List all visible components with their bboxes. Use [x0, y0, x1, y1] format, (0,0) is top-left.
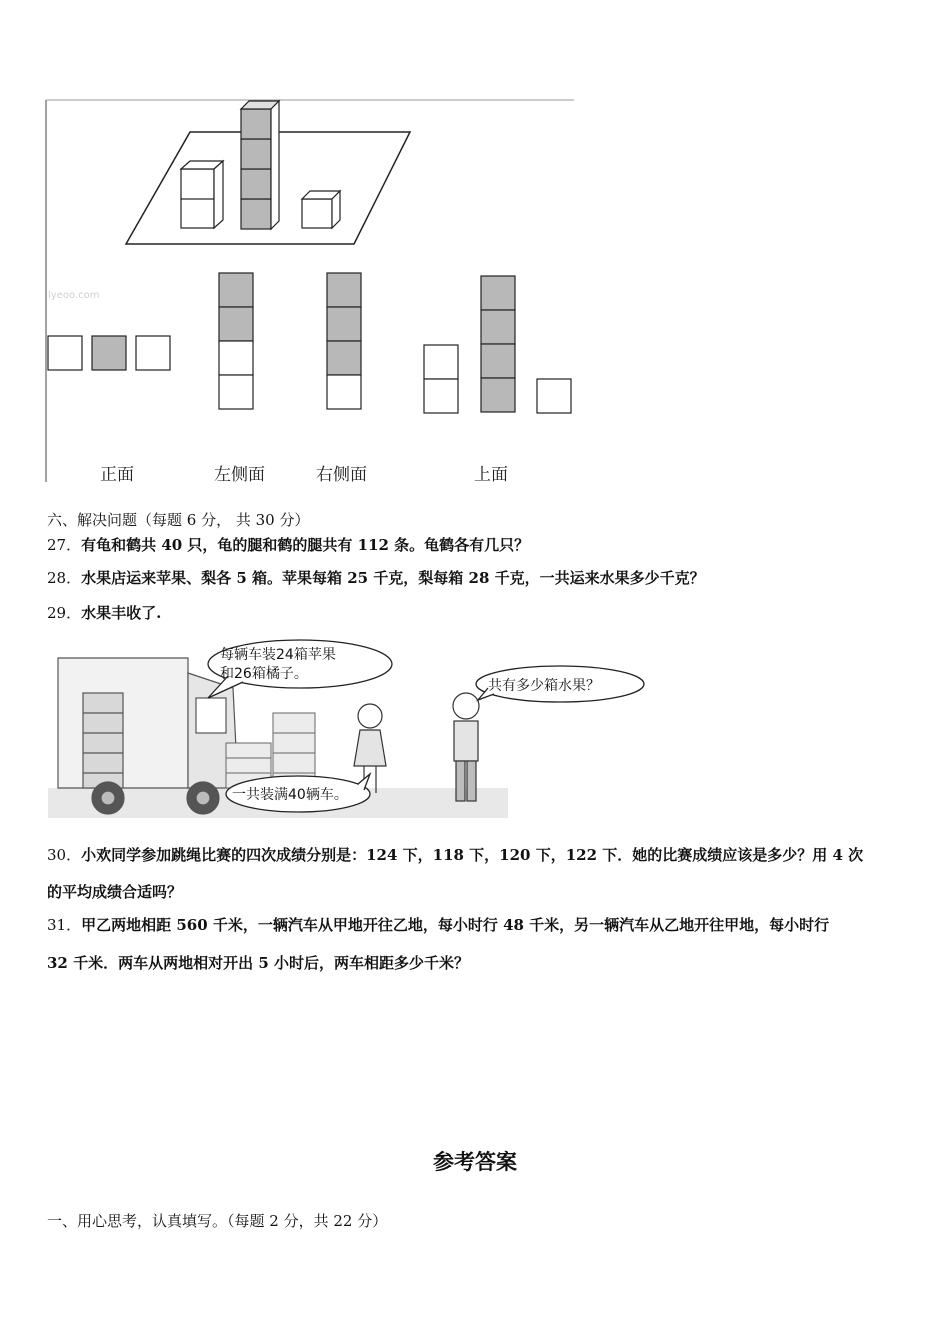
label-right-side: 右侧面: [316, 465, 367, 485]
question-31-cont: 32 千米．两车从两地相对开出 5 小时后，两车相距多少千米？: [47, 954, 469, 972]
question-number: 31．: [47, 916, 82, 934]
section-6-heading: 六、解决问题（每题 6 分， 共 30 分）: [47, 511, 310, 529]
bubble-girl-text: 一共装满40辆车。: [232, 787, 348, 803]
bubble-truck-line2: 和26箱橘子。: [220, 666, 308, 682]
question-30: [47, 845, 863, 865]
right-cube-stack: [302, 191, 340, 228]
left-cube-stack: [181, 161, 223, 228]
label-top: 上面: [474, 465, 508, 485]
fruit-truck-illustration: [48, 638, 648, 824]
bubble-truck-line1: 每辆车装24箱苹果: [220, 647, 336, 663]
cube-views-figure: [44, 98, 576, 484]
question-number: 29．: [47, 604, 82, 622]
question-number: 28．: [47, 569, 82, 587]
question-text: 有龟和鹤共 40 只，龟的腿和鹤的腿共有 112 条。龟鹤各有几只？: [81, 536, 530, 554]
left-side-view: [219, 273, 253, 409]
label-front: 正面: [100, 465, 134, 485]
answers-section-1-heading: 一、用心思考，认真填写。（每题 2 分，共 22 分）: [47, 1212, 388, 1230]
question-text: 水果丰收了.: [81, 604, 162, 622]
bubble-boy-text: 共有多少箱水果？: [488, 678, 600, 694]
question-text: 小欢同学参加跳绳比赛的四次成绩分别是：124 下，118 下，120 下，122 下．她的比赛成绩应该是多少？用 4 次: [81, 846, 864, 864]
front-view: [48, 336, 170, 370]
question-text: 甲乙两地相距 560 千米，一辆汽车从甲地开往乙地，每小时行 48 千米，另一辆汽车从乙地开往甲地，每小时行: [81, 916, 830, 934]
cube-views-drawing: [44, 98, 576, 484]
question-30-cont: 的平均成绩合适吗？: [47, 883, 183, 901]
question-text: 水果店运来苹果、梨各 5 箱。苹果每箱 25 千克，梨每箱 28 千克，一共运来水果多少千克？: [81, 569, 705, 587]
middle-cube-stack: [241, 101, 279, 229]
question-number: 27．: [47, 536, 82, 554]
top-view: [424, 276, 571, 413]
question-29: [47, 603, 161, 623]
question-number: 30．: [47, 846, 82, 864]
question-28: [47, 568, 705, 588]
truck-scene: [48, 638, 648, 824]
boy-figure: [453, 693, 479, 801]
question-27: [47, 535, 529, 555]
answers-title: 参考答案: [433, 1150, 517, 1174]
right-side-view: [327, 273, 361, 409]
question-31: [47, 915, 829, 935]
label-left-side: 左侧面: [214, 465, 265, 485]
girl-figure: [354, 704, 386, 793]
watermark-text: lyeoo.com: [48, 290, 100, 301]
